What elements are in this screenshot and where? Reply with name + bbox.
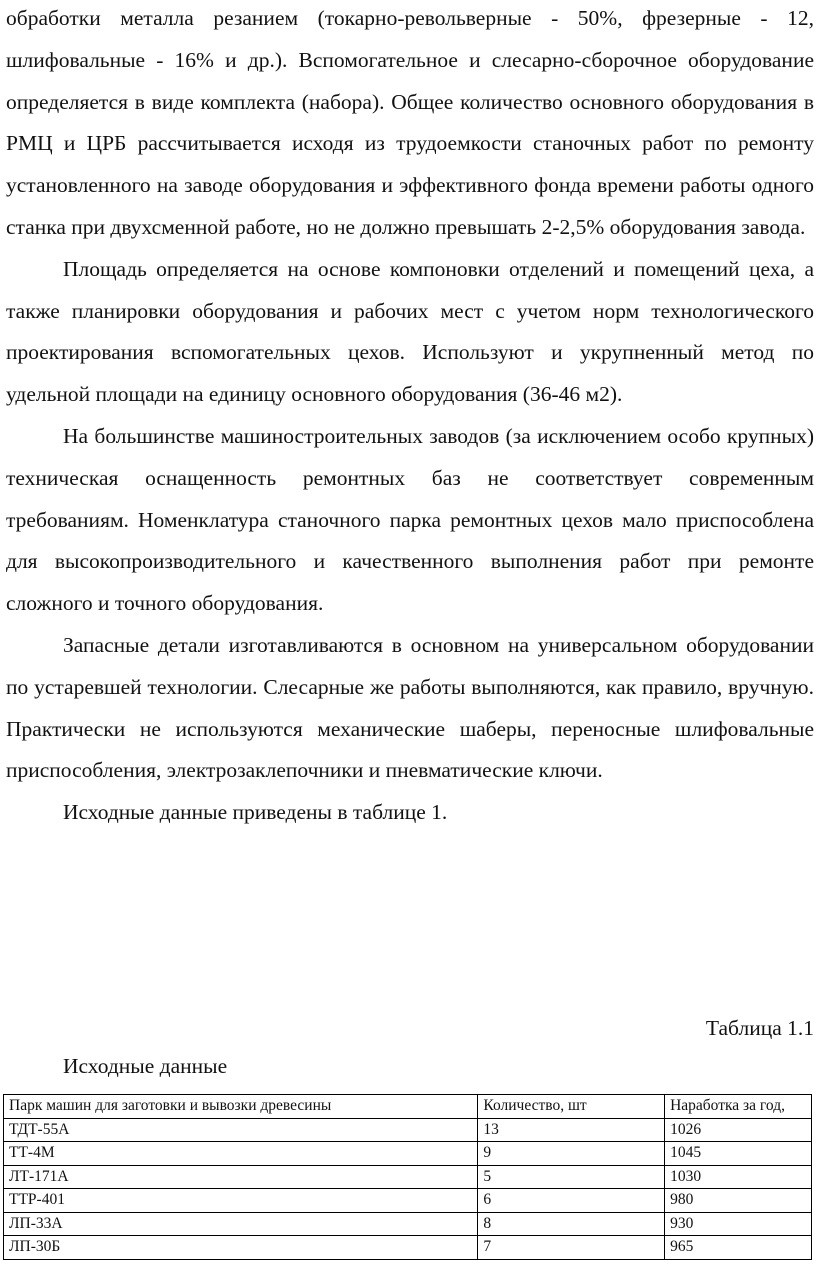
cell-machine: ТТ-4М xyxy=(4,1142,478,1166)
cell-quantity: 8 xyxy=(478,1212,665,1236)
cell-annual-hours: 1030 xyxy=(665,1165,812,1189)
table-title: Исходные данные xyxy=(63,1054,228,1078)
table-row xyxy=(4,1189,812,1213)
table-row xyxy=(4,1118,812,1142)
cell-quantity: 9 xyxy=(478,1142,665,1166)
data-table xyxy=(3,1094,812,1260)
column-header-machines: Парк машин для заготовки и вывозки древесины xyxy=(4,1095,478,1119)
cell-quantity: 13 xyxy=(478,1118,665,1142)
paragraph-5: Исходные данные приведены в таблице 1. xyxy=(63,800,448,825)
column-header-annual-hours: Наработка за год, xyxy=(665,1095,812,1119)
cell-quantity: 7 xyxy=(478,1236,665,1260)
table-row xyxy=(4,1142,812,1166)
paragraph-1: обработки металла резанием (токарно-револьверные - 50%, фрезерные - 12, шлифовальные - 16% и др.). Вспомогательное и слесарно-сборочное оборудование определяется в виде комплекта (набора). Общее количество основного оборудования в РМЦ и ЦРБ рассчитывается исходя из трудоемкости станочных работ по ремонту установленного на заводе оборудования и эффективного фонда времени работы одного станка при двухсменной работе, но не должно превышать 2-2,5% оборудования завода. xyxy=(6,6,814,239)
cell-quantity: 5 xyxy=(478,1165,665,1189)
cell-annual-hours: 965 xyxy=(665,1236,812,1260)
cell-machine: ЛП-30Б xyxy=(4,1236,478,1260)
cell-machine: ЛТ-171А xyxy=(4,1165,478,1189)
column-header-quantity: Количество, шт xyxy=(478,1095,665,1119)
paragraph-2: Площадь определяется на основе компоновки отделений и помещений цеха, а также планировки оборудования и рабочих мест с учетом норм технологического проектирования вспомогательных цехов. Используют и укрупненный метод по удельной площади на единицу основного оборудования (36-46 м2). xyxy=(6,256,814,407)
table-caption: Таблица 1.1 xyxy=(705,1016,814,1040)
cell-machine: ТТР-401 xyxy=(4,1189,478,1213)
cell-annual-hours: 980 xyxy=(665,1189,812,1213)
document-page xyxy=(6,0,814,834)
cell-annual-hours: 1045 xyxy=(665,1142,812,1166)
paragraph-4: Запасные детали изготавливаются в основном на универсальном оборудовании по устаревшей технологии. Слесарные же работы выполняются, как правило, вручную. Практически не используются механические шаберы, переносные шлифовальные приспособления, электрозаклепочники и пневматические ключи. xyxy=(6,632,814,783)
table-row xyxy=(4,1236,812,1260)
cell-quantity: 6 xyxy=(478,1189,665,1213)
paragraph-3: На большинстве машиностроительных заводов (за исключением особо крупных) техническая оснащенность ремонтных баз не соответствует современным требованиям. Номенклатура станочного парка ремонтных цехов мало приспособлена для высокопроизводительного и качественного выполнения работ при ремонте сложного и точного оборудования. xyxy=(6,423,814,616)
table-header-row xyxy=(4,1095,812,1119)
cell-machine: ЛП-33А xyxy=(4,1212,478,1236)
table-row xyxy=(4,1212,812,1236)
cell-annual-hours: 930 xyxy=(665,1212,812,1236)
cell-annual-hours: 1026 xyxy=(665,1118,812,1142)
cell-machine: ТДТ-55А xyxy=(4,1118,478,1142)
table-row xyxy=(4,1165,812,1189)
